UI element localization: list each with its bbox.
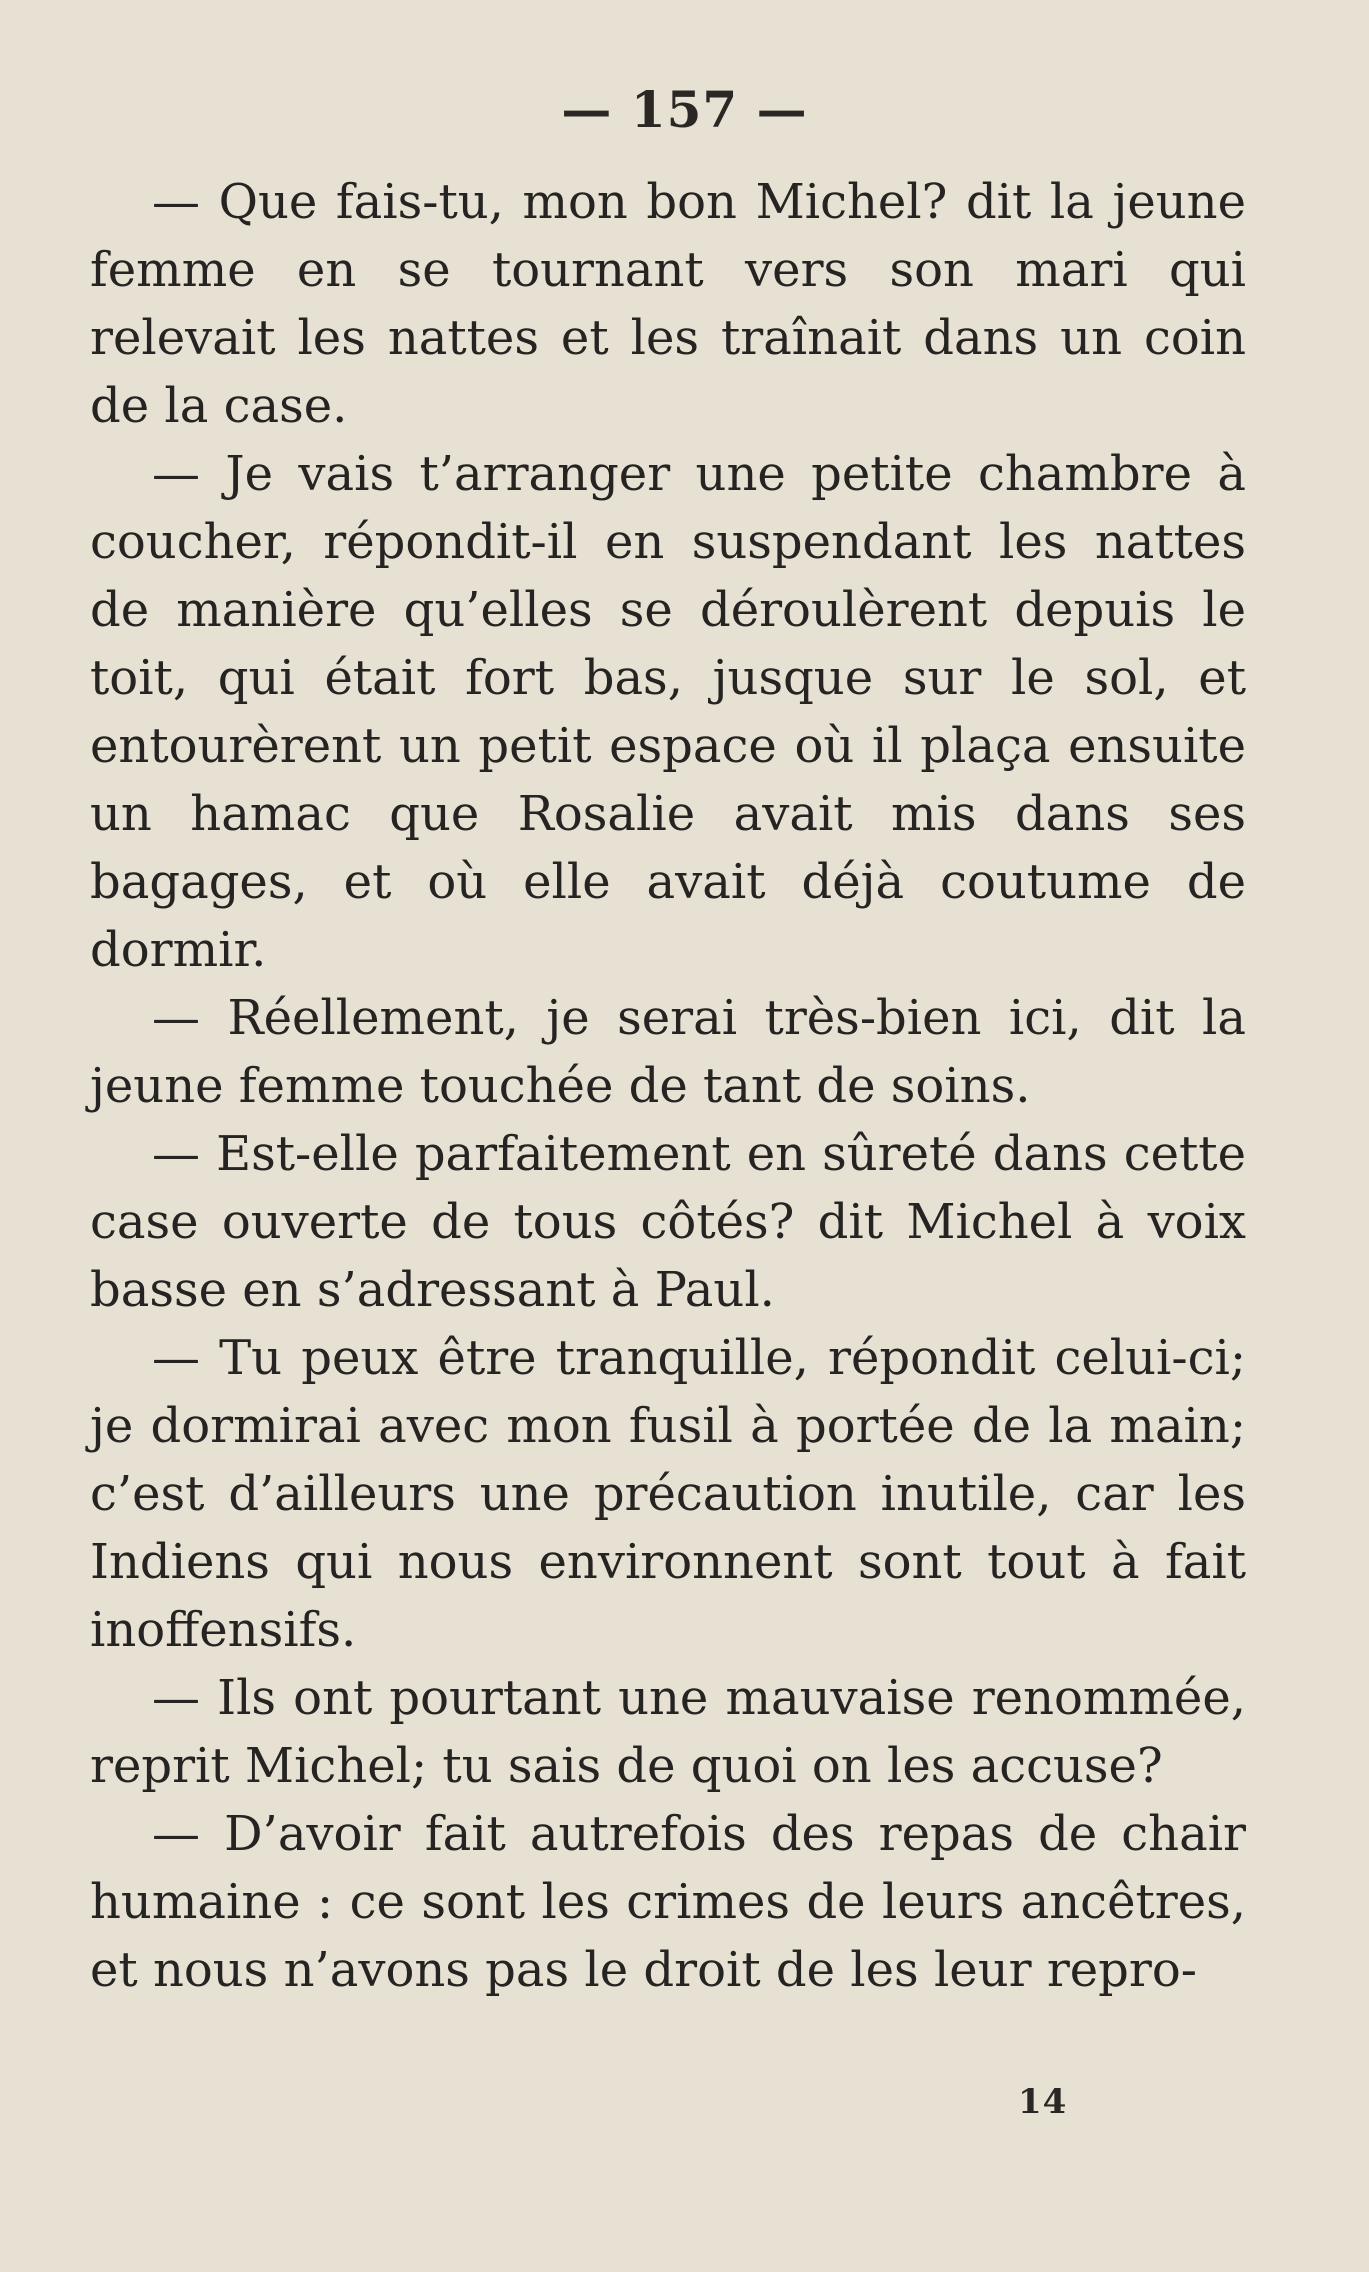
page-number: — 157 — [561, 80, 808, 139]
paragraph: — Est-elle parfaitement en sûreté dans cette case ouverte de tous côtés? dit Michel à voix basse en s’adressant à Paul. [90, 1126, 1246, 1318]
paragraph: — Que fais-tu, mon bon Michel? dit la jeune femme en se tournant vers son mari qui relevait les nattes et les traînait dans un coin de la case. [90, 174, 1246, 434]
signature-mark: 14 [1018, 2082, 1068, 2122]
paragraph: — Réellement, je serai très-bien ici, dit la jeune femme touchée de tant de soins. [90, 990, 1246, 1114]
paragraph: — Tu peux être tranquille, répondit celui-ci; je dormirai avec mon fusil à portée de la main; c’est d’ailleurs une précaution inutile, car les Indiens qui nous environnent sont tout à fait inoffensifs. [90, 1330, 1246, 1658]
paragraph: — D’avoir fait autrefois des repas de chair humaine : ce sont les crimes de leurs ancêtres, et nous n’avons pas le droit de les leur repro- [90, 1806, 1246, 1998]
paragraph: — Ils ont pourtant une mauvaise renommée, reprit Michel; tu sais de quoi on les accuse? [90, 1670, 1246, 1794]
page-text [90, 168, 1246, 2004]
paragraph: — Je vais t’arranger une petite chambre à coucher, répondit-il en suspendant les nattes de manière qu’elles se déroulèrent depuis le toit, qui était fort bas, jusque sur le sol, et entourèrent un petit espace où il plaça ensuite un hamac que Rosalie avait mis dans ses bagages, et où elle avait déjà coutume de dormir. [90, 446, 1246, 978]
